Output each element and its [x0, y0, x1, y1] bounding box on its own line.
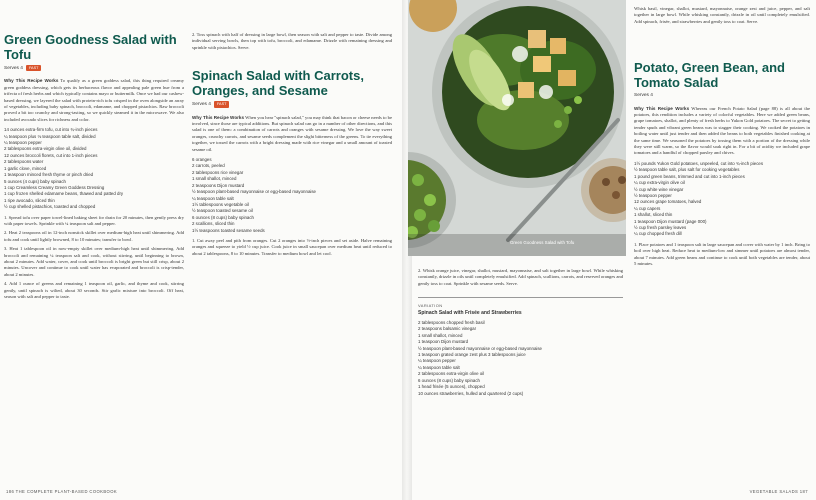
ingredient-item: 1 pound green beans, trimmed and cut into 1-inch pieces [634, 173, 745, 179]
ingredient-list [192, 157, 392, 234]
ingredient-item: ½ teaspoon pepper [634, 192, 672, 198]
variation-text: Whisk basil, vinegar, shallot, mustard, mayonnaise, orange zest and juice, pepper, and salt together in large bowl. While whisking constantly, drizzle in oil until completely emulsified. Add spinach, frisée, and strawberries and gently toss to coat. Serve. [634, 6, 810, 24]
ingredient-list [4, 127, 184, 210]
ingredient-item: ½ cup fresh parsley leaves [634, 224, 687, 230]
left-column-2 [192, 32, 392, 260]
salad-photo [408, 0, 626, 256]
why-paragraph: Why This Recipe Works Whereas our French Potato Salad (page 88) is all about the potatoes, this rendition includes a variety of colorful vegetables. Here we added green beans, grape tomatoes, shallot, and plenty of fresh herbs to Yukon Gold potatoes. The secret to getting tender spuds and vibrant green beans was to stagger their cooking. We cooked the potatoes in boiling water until just tender and then added the beans to both vegetables finished cooking at the same time. We seasoned the potatoes by tossing them with a portion of the dressing while they were still warm, so the flavor would soak right in. For a bit of acidity we included grape tomatoes and a handful of chopped parsley and chives. [634, 105, 810, 156]
ingredient-item: 2 tablespoons extra-virgin olive oil, divided [4, 146, 87, 152]
ingredient-item: ¼ teaspoon plus ⅛ teaspoon table salt, divided [4, 133, 96, 139]
fast-badge: FAST [26, 65, 42, 71]
why-paragraph: Why This Recipe Works When you hear "spinach salad," you may think that bacon or cheese needs to be involved, since those are typical additions. But spinach salad can go in a number of other directions, and this salad is one of them: a combination of carrots and oranges with sesame dressing. We love the way sweet oranges, crunchy carrots, and sesame seeds complement the slight bitterness of the greens. To tie everything together, we tossed the carrots with a bright dressing made with rice vinegar and a small amount of toasted sesame oil. [192, 114, 392, 152]
fast-badge: FAST [214, 101, 230, 107]
serves-line: Serves 4 [634, 93, 653, 99]
serves-line: Serves 4 FAST [192, 101, 392, 108]
ingredient-item: ½ teaspoon toasted sesame oil [192, 208, 253, 214]
ingredient-list [418, 320, 623, 397]
ingredient-list [634, 161, 810, 238]
page-footer-left: 186 THE COMPLETE PLANT-BASED COOKBOOK [6, 489, 118, 494]
ingredient-item: 1 teaspoon minced fresh thyme or pinch dried [4, 172, 94, 178]
section-divider [418, 297, 623, 298]
ingredient-item: ¼ teaspoon pepper [4, 140, 42, 146]
ingredient-item: ¼ teaspoon pepper [418, 358, 456, 364]
ingredient-item: ½ cup shelled pistachios, toasted and chopped [4, 204, 96, 210]
step: 1. Spread tofu over paper towel-lined baking sheet for drain for 20 minutes, then gently press dry with paper towels. Sprinkle with ¼ teaspoon salt and pepper. [4, 214, 184, 226]
ingredient-item: ¼ cup extra-virgin olive oil [634, 180, 685, 186]
ingredient-item: 1 teaspoon Dijon mustard [418, 339, 469, 345]
photo-caption: Green Goodness Salad with Tofu [510, 240, 575, 245]
ingredient-item: ½ teaspoon plant-based mayonnaise or egg-based mayonnaise [418, 345, 542, 351]
right-column-2 [634, 6, 810, 270]
ingredient-item: 2 tablespoons extra-virgin olive oil [418, 371, 485, 377]
ingredient-item: 2 tablespoons water [4, 159, 44, 165]
ingredient-item: ¼ cup chopped fresh dill [634, 231, 682, 237]
ingredient-item: 6 ounces (8 cups) baby spinach [418, 377, 480, 383]
ingredient-item: 12 ounces grape tomatoes, halved [634, 199, 702, 205]
ingredient-item: 1 teaspoon Dijon mustard (page 000) [634, 218, 707, 224]
step: 1. Cut away peel and pith from oranges. Cut 2 oranges into ½-inch pieces and set aside. Halve remaining oranges and squeeze to yield ½ cup juice. Cook juice in small saucepan over medium heat until reduced to about 2 tablespoons, 8 to 10 minutes. Transfer to medium bowl and let cool. [192, 237, 392, 256]
ingredient-item: 1 small shallot, minced [192, 176, 237, 182]
ingredient-item: 1 ripe avocado, sliced thin [4, 197, 55, 203]
ingredient-item: 1½ teaspoons toasted sesame seeds [192, 227, 265, 233]
ingredient-item: ¼ teaspoon table salt [192, 195, 234, 201]
ingredient-item: ¼ cup capers [634, 205, 661, 211]
step: 2. Heat 2 teaspoons oil in 12-inch nonstick skillet over medium-high heat until shimmering. Add tofu and cook until lightly browned, 8 to 10 minutes; transfer to bowl. [4, 230, 184, 242]
ingredient-item: 1 garlic clove, minced [4, 165, 47, 171]
ingredient-item: ½ teaspoon plant-based mayonnaise or egg-based mayonnaise [192, 189, 316, 195]
salad-illustration [408, 0, 626, 256]
step: 4. Add 1 ounce of greens and remaining 1 teaspoon oil, garlic, and thyme and cook, stirring gently, until spinach is wilted, about 30 seconds. Stir garlic mixture into broccoli. Off heat, season with salt and pepper to taste. [4, 281, 184, 299]
ingredient-item: 5 ounces (4 cups) baby spinach [4, 178, 66, 184]
ingredient-item: 2 carrots, peeled [192, 163, 225, 169]
left-column-1 [4, 32, 184, 303]
ingredient-item: 1 cup frozen shelled edamame beans, thawed and patted dry [4, 191, 124, 197]
variation-label: VARIATION [418, 303, 443, 309]
recipe-title: Green Goodness Salad with Tofu [4, 32, 177, 62]
step: 3. Heat 1 tablespoon oil in now-empty skillet over medium-high heat until shimmering. Add broccoli and remaining ¼ teaspoon salt and cook, without stirring, until beginning to brown, about 2 minutes. Add water, cover, and cook until broccoli is bright green but still crisp, about 2 minutes. Uncover and continue to cook until water has evaporated and broccoli is crisp-tender, about 2 minutes. [4, 246, 184, 277]
ingredient-item: 14 ounces extra-firm tofu, cut into ¾-inch pieces [4, 127, 98, 133]
ingredient-item: 2 tablespoons chopped fresh basil [418, 320, 485, 326]
ingredient-item: 2 scallions, sliced thin [192, 221, 235, 227]
ingredient-item: 2 teaspoons balsamic vinegar [418, 326, 477, 332]
ingredient-item: ½ cup white wine vinegar [634, 186, 684, 192]
recipe-title: Spinach Salad with Carrots, Oranges, and Sesame [192, 68, 364, 99]
ingredient-item: ½ teaspoon table salt, plus salt for cooking vegetables [634, 167, 740, 173]
right-column-1 [418, 268, 623, 401]
why-paragraph: Why This Recipe Works To qualify as a green goddess salad, this thing required creamy green goddess dressing, which gets its herbaceous flavor and appealing pale green hue from a trifecta of fresh herbs and which typically contains mayo or buttermilk. Once we had our cashew-based dressing, we layered the salad with protein-rich tofu crisped in the oven alongside an array of vegetables, including baby spinach, broccoli, edamame, and chopped pistachios. Raw broccoli proved a bit too crunchy and strong-tasting, so we quickly steamed it in the microwave. We also included avocado slices for richness and color. [4, 78, 184, 122]
ingredient-item: 2 tablespoons rice vinegar [192, 169, 244, 175]
step: 1. Place potatoes and 1 teaspoon salt in large saucepan and cover with water by 1 inch. Bring to boil over high heat. Reduce heat to medium-low and simmer until potatoes are almost tender, about 7 minutes. Add green beans and continue to cook until both vegetables are tender, about 5 minutes. [634, 241, 810, 266]
ingredient-item: 1 head frisée (5 ounces), chopped [418, 384, 485, 390]
ingredient-item: 2 teaspoons Dijon mustard [192, 182, 245, 188]
ingredient-item: 6 ounces (8 cups) baby spinach [192, 214, 254, 220]
ingredient-item: 1 shallot, sliced thin [634, 212, 673, 218]
ingredient-item: 1½ tablespoons vegetable oil [192, 201, 249, 207]
step: 2. Whisk orange juice, vinegar, shallot, mustard, mayonnaise, and salt together in large bowl. While whisking constantly, drizzle in oils until completely emulsified. Add spinach, scallions, carrots, and reserved oranges and gently toss to coat. Sprinkle with sesame seeds. Serve. [418, 268, 623, 286]
ingredient-item: 1 teaspoon grated orange zest plus 3 tablespoons juice [418, 352, 526, 358]
serves-line: Serves 4 FAST [4, 65, 184, 72]
ingredient-item: ¼ teaspoon table salt [418, 364, 460, 370]
step-continued: 2. Toss spinach with half of dressing in large bowl, then season with salt and pepper to taste. Divide among individual serving bowls, then top with tofu, broccoli, and edamame. Drizzle with remaining dressing and sprinkle with pistachios. Serve. [192, 32, 392, 50]
recipe-title: Potato, Green Bean, and Tomato Salad [634, 60, 785, 91]
ingredient-item: 10 ounces strawberries, hulled and quartered (2 cups) [418, 390, 524, 396]
ingredient-item: 12 ounces broccoli florets, cut into 1-inch pieces [4, 152, 98, 158]
ingredient-item: 1 cup Creamless Creamy Green Goddess Dressing [4, 184, 105, 190]
page-footer-right: VEGETABLE SALADS 187 [749, 489, 808, 494]
ingredient-item: 6 oranges [192, 157, 212, 163]
variation-title: Spinach Salad with Frisée and Strawberries [418, 309, 522, 316]
ingredient-item: 1½ pounds Yukon Gold potatoes, unpeeled, cut into ¾-inch pieces [634, 160, 764, 166]
ingredient-item: 1 small shallot, minced [418, 332, 463, 338]
